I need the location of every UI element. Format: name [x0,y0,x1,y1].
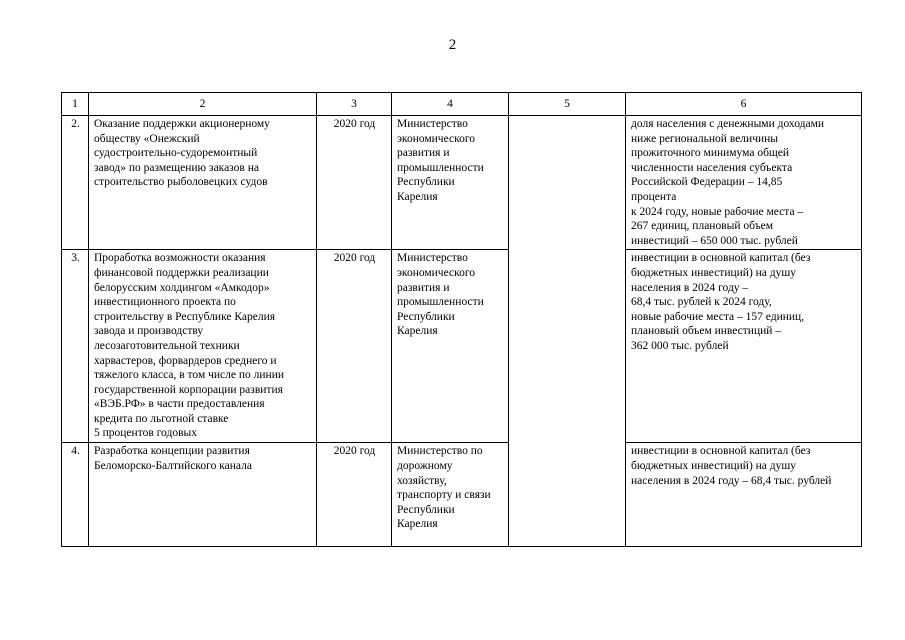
header-col-3: 3 [317,93,392,116]
table-row [62,443,862,547]
expected-result: доля населения с денежными доходами ниже региональной величины прожиточного минимума общей численности населения субъекта Российской Федерации – 14,85 процента к 2024 году, новые рабочие места – 267 единиц, плановый объем инвестиций – 650 000 тыс. рублей [626,116,862,250]
expected-result: инвестиции в основной капитал (без бюджетных инвестиций) на душу населения в 2024 году – 68,4 тыс. рублей к 2024 году, новые рабочие места – 157 единиц, плановый объем инвестиций – 362 000 тыс. рублей [626,250,862,443]
responsible-body: Министерство экономического развития и промышленности Республики Карелия [392,250,509,443]
responsible-body: Министерство по дорожному хозяйству, транспорту и связи Республики Карелия [392,443,509,547]
measure-text: Разработка концепции развития Беломорско-Балтийского канала [89,443,317,547]
responsible-body: Министерство экономического развития и промышленности Республики Карелия [392,116,509,250]
measures-table [61,92,862,547]
row-number: 3. [62,250,89,443]
deadline-year: 2020 год [317,443,392,547]
row-number: 2. [62,116,89,250]
deadline-year: 2020 год [317,116,392,250]
expected-result: инвестиции в основной капитал (без бюджетных инвестиций) на душу населения в 2024 году – 68,4 тыс. рублей [626,443,862,547]
measure-text: Проработка возможности оказания финансовой поддержки реализации белорусским холдингом «Амкодор» инвестиционного проекта по строительству в Республике Карелия завода и производству лесозаготовительной техники харвастеров, форвардеров среднего и тяжелого класса, в том числе по линии государственной корпорации развития «ВЭБ.РФ» в части предоставления кредита по льготной ставке 5 процентов годовых [89,250,317,443]
header-col-4: 4 [392,93,509,116]
header-col-5: 5 [509,93,626,116]
header-col-2: 2 [89,93,317,116]
column-5-cell [509,116,626,547]
page-number: 2 [448,37,457,53]
header-col-6: 6 [626,93,862,116]
table-row [62,116,862,250]
deadline-year: 2020 год [317,250,392,443]
table-row [62,250,862,443]
measure-text: Оказание поддержки акционерному обществу «Онежский судостроительно-судоремонтный завод» по размещению заказов на строительство рыболовецких судов [89,116,317,250]
table-header-row [62,93,862,116]
row-number: 4. [62,443,89,547]
header-col-1: 1 [62,93,89,116]
